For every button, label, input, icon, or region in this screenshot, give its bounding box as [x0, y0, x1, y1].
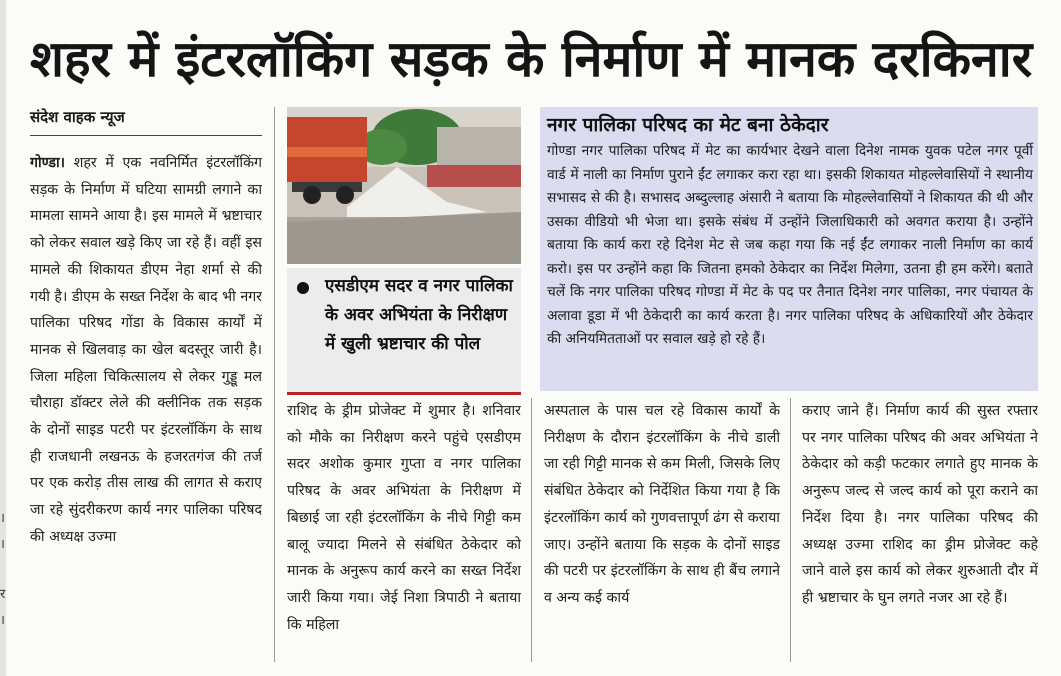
article-column-2: [287, 398, 521, 662]
article-paragraph: अस्पताल के पास चल रहे विकास कार्यों के निरीक्षण के दौरान इंटरलॉकिंग के नीचे डाली जा रही गिट्टी मानक से कम मिली, जिसके लिए संबंधित ठेकेदार को निर्देशित किया गया है कि इंटरलॉकिंग कार्य को गुणवत्तापूर्ण ढंग से कराया जाए। उन्होंने बताया कि सड़क के दोनों साइड की पटरी पर इंटरलॉकिंग के साथ ही बैंच लगाने व अन्य कई कार्य: [544, 403, 780, 606]
page-edge-strip: [0, 0, 6, 676]
article-paragraph: कराए जाने हैं। निर्माण कार्य की सुस्त रफ्तार पर नगर पालिका परिषद की अवर अभियंता ने ठेकेदार को कड़ी फटकार लगाते हुए मानक के अनुरूप जल्द से जल्द कार्य को पूरा कराने का निर्देश दिया है। नगर पालिका परिषद की अध्यक्ष उज्मा राशिद का ड्रीम प्रोजेक्ट कहे जाने वाले इस कार्य को लेकर शुरुआती दौर में ही भ्रष्टाचार के घुन लगते नजर आ रहे हैं।: [802, 403, 1038, 606]
article-column-3: [544, 398, 780, 662]
article-column-1: [30, 150, 262, 662]
edge-fragment: र: [0, 587, 6, 602]
edge-fragment: ।: [0, 511, 5, 526]
edge-fragment: ।: [0, 537, 5, 552]
bullet-icon: [297, 282, 309, 294]
column-rule: [790, 398, 791, 662]
column-rule: [274, 107, 275, 662]
article-paragraph: राशिद के ड्रीम प्रोजेक्ट में शुमार है। शनिवार को मौके का निरीक्षण करने पहुंचे एसडीएम सदर अशोक कुमार गुप्ता व नगर पालिका परिषद के अवर अभियंता के निरीक्षण में बिछाई जा रही इंटरलॉकिंग के नीचे गिट्टी कम बालू ज्यादा मिलने से संबंधित ठेकेदार को मानक के अनुरूप कार्य करने का सख्त निर्देश जारी किया गया। जेई निशा त्रिपाठी ने बताया कि महिला: [287, 403, 521, 633]
sidebar-title: नगर पालिका परिषद का मेट बना ठेकेदार: [547, 114, 829, 136]
byline: संदेश वाहक न्यूज: [30, 107, 262, 136]
dateline-place: गोण्डा।: [30, 155, 66, 171]
article-column-4: [802, 398, 1038, 662]
news-photo: [287, 107, 521, 264]
column-rule: [531, 398, 532, 662]
sidebar-body: गोण्डा नगर पालिका परिषद में मेट का कार्यभार देखने वाला दिनेश नामक युवक पटेल नगर पूर्वी वार्ड में नाली का निर्माण पुराने ईंट लगाकर करा रहा था। इसकी शिकायत मोहल्लेवासियों ने स्थानीय सभासद से की है। सभासद अब्दुल्लाह अंसारी ने बताया कि मोहल्लेवासियों ने शिकायत की थी और उसका वीडियो भी भेजा था। इसके संबंध में उन्होंने जिलाधिकारी को अवगत कराया है। उन्होंने बताया कि कार्य करा रहे दिनेश मेट से जब कहा गया कि नई ईंट लगाकर नाली निर्माण का कार्य करो। इस पर उन्होंने कहा कि जितना हमको ठेकेदार का निर्देश मिलेगा, उतना ही हम करेंगे। बताते चलें कि नगर पालिका परिषद गोण्डा में मेट के पद पर तैनात दिनेश नगर पालिका, नगर पंचायत के अलावा डूडा में भी ठेकेदारी का कार्य करता है। नगर पालिका परिषद के अधिकारियों और ठेकेदार की अनियमितताओं पर सवाल खड़े हो रहे हैं।: [547, 143, 1033, 347]
highlight-text: एसडीएम सदर व नगर पालिका के अवर अभियंता के निरीक्षण में खुली भ्रष्टाचार की पोल: [325, 276, 513, 354]
lead-paragraph: शहर में एक नवनिर्मित इंटरलॉकिंग सड़क के निर्माण में घटिया सामग्री लगाने का मामला सामने आया है। इस मामले में भ्रष्टाचार को लेकर सवाल खड़े किए जा रहे हैं। वहीं इस मामले की शिकायत डीएम नेहा शर्मा से की गयी है। डीएम के सख्त निर्देश के बाद भी नगर पालिका परिषद गोंडा के विकास कार्यों में मानक से खिलवाड़ का खेल बदस्तूर जारी है। जिला महिला चिकित्सालय से लेकर गुड्डू मल चौराहा डॉक्टर लेले की क्लीनिक तक सड़क के दोनों साइड पटरी पर इंटरलॉकिंग के साथ ही राजधानी लखनऊ के हजरतगंज की तर्ज पर एक करोड़ तीस लाख की लागत से कराए जा रहे सुंदरीकरण कार्य नगर पालिका परिषद की अध्यक्ष उज्मा: [30, 155, 262, 545]
highlight-box: [287, 268, 521, 395]
edge-fragment: ।: [0, 613, 5, 628]
headline: शहर में इंटरलॉकिंग सड़क के निर्माण में मानक दरकिनार: [30, 30, 1033, 88]
sidebar-box: [540, 107, 1038, 391]
construction-site-photo: [287, 107, 521, 264]
